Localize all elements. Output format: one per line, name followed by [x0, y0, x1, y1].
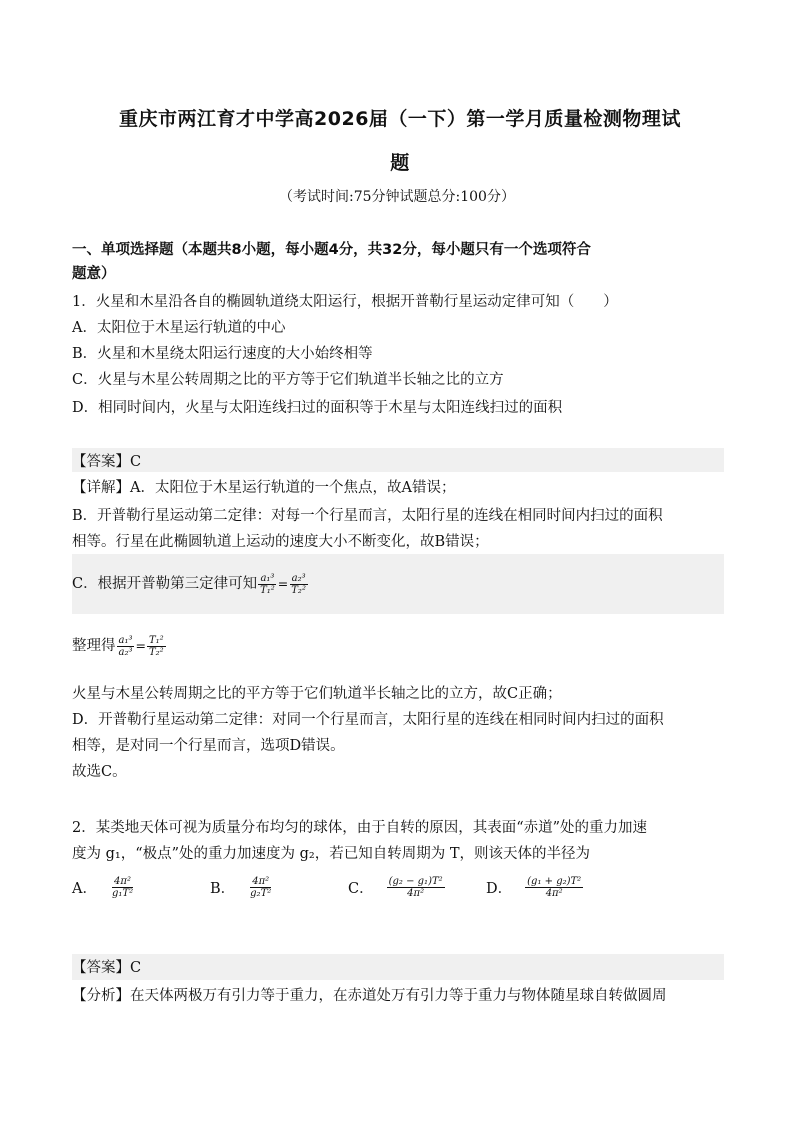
q1-option-c: C．火星与木星公转周期之比的平方等于它们轨道半长轴之比的立方 [72, 372, 504, 388]
q2-stem-line1: 2．某类地天体可视为质量分布均匀的球体，由于自转的原因，其表面“赤道”处的重力加速 [72, 820, 648, 836]
q1-conclusion: 故选C。 [72, 764, 127, 780]
q2-option-c-fraction [387, 876, 445, 899]
q2-option-d [486, 876, 584, 899]
exam-title-line1: 重庆市两江育才中学高2026届（一下）第一学月质量检测物理试 [119, 108, 681, 130]
q2-stem-line2: 度为 g₁，“极点”处的重力加速度为 g₂，若已知自转周期为 T，则该天体的半径为 [72, 846, 591, 862]
q2-option-b-numerator: 4π² [252, 876, 270, 887]
exam-title-line2: 题 [390, 152, 410, 174]
eq2-equals: = [135, 638, 146, 653]
eq1-rhs-numerator: a₂³ [291, 572, 306, 584]
q1-rearranged [72, 634, 724, 658]
section-heading-line1: 一、单项选择题（本题共8小题，每小题4分，共32分，每小题只有一个选项符合 [72, 242, 591, 258]
section-heading-line2: 题意） [72, 266, 116, 282]
q2-option-d-denominator: 4π² [545, 888, 563, 899]
period-ratio [147, 635, 166, 658]
q1-detail-a: 【详解】A．太阳位于木星运行轨道的一个焦点，故A错误； [72, 480, 456, 496]
eq2-rhs-denominator: T₂² [148, 646, 164, 658]
q2-option-a-fraction [110, 876, 135, 899]
q2-option-b-fraction [248, 876, 273, 899]
q1-option-a: A．太阳位于木星运行轨道的中心 [72, 320, 286, 336]
q1-detail-b-line1: B．开普勒行星运动第二定律：对每一个行星而言，太阳行星的连线在相同时间内扫过的面积 [72, 508, 663, 524]
kepler-ratio-1 [258, 573, 277, 596]
eq1-equals: = [277, 576, 289, 591]
q2-option-b [210, 876, 274, 899]
q2-option-b-label: B． [210, 881, 236, 897]
axis-ratio [117, 635, 135, 658]
q1-detail-c [72, 572, 724, 596]
q2-option-d-fraction [525, 876, 583, 899]
q1-option-d: D．相同时间内，火星与太阳连线扫过的面积等于木星与太阳连线扫过的面积 [72, 400, 563, 416]
q1-detail-d-line2: 相等，是对同一个行星而言，选项D错误。 [72, 738, 345, 754]
eq1-lhs-numerator: a₁³ [260, 572, 275, 584]
q2-option-d-label: D． [486, 881, 513, 897]
eq1-lhs-denominator: T₁² [260, 584, 275, 596]
q1-detail-c-conclusion: 火星与木星公转周期之比的平方等于它们轨道半长轴之比的立方，故C正确； [72, 686, 562, 702]
q2-option-a-denominator: g₁T² [111, 888, 134, 899]
kepler-ratio-2 [289, 573, 308, 596]
q1-rearranged-text: 整理得 [72, 638, 116, 654]
exam-subtitle: （考试时间:75分钟试题总分:100分） [279, 189, 515, 205]
q2-option-b-denominator: g₂T² [250, 888, 272, 899]
q1-option-b: B．火星和木星绕太阳运行速度的大小始终相等 [72, 346, 373, 362]
q2-option-c-numerator: (g₂ − g₁)T² [388, 876, 443, 887]
q1-stem: 1．火星和木星沿各自的椭圆轨道绕太阳运行，根据开普勒行星运动定律可知（ ） [72, 294, 618, 310]
eq2-rhs-numerator: T₁² [148, 634, 164, 646]
q1-answer: 【答案】C [72, 454, 142, 470]
q1-detail-c-text: C．根据开普勒第三定律可知 [72, 576, 258, 592]
q2-analysis: 【分析】在天体两极万有引力等于重力，在赤道处万有引力等于重力与物体随星球自转做圆周 [72, 988, 667, 1004]
eq1-rhs-denominator: T₂² [291, 584, 306, 596]
q2-answer: 【答案】C [72, 960, 142, 976]
q2-option-c-label: C． [348, 881, 374, 897]
q1-detail-b-line2: 相等。行星在此椭圆轨道上运动的速度大小不断变化，故B错误； [72, 534, 489, 550]
eq2-lhs-numerator: a₁³ [118, 634, 133, 646]
q2-option-a-label: A． [72, 881, 97, 897]
q2-option-c [348, 876, 446, 899]
q2-option-d-numerator: (g₁ + g₂)T² [527, 876, 582, 887]
q2-option-a [72, 876, 136, 899]
eq2-lhs-denominator: a₂³ [118, 646, 133, 658]
q1-detail-d-line1: D．开普勒行星运动第二定律：对同一个行星而言，太阳行星的连线在相同时间内扫过的面积 [72, 712, 664, 728]
q2-option-a-numerator: 4π² [114, 876, 131, 887]
q2-option-c-denominator: 4π² [407, 888, 425, 899]
